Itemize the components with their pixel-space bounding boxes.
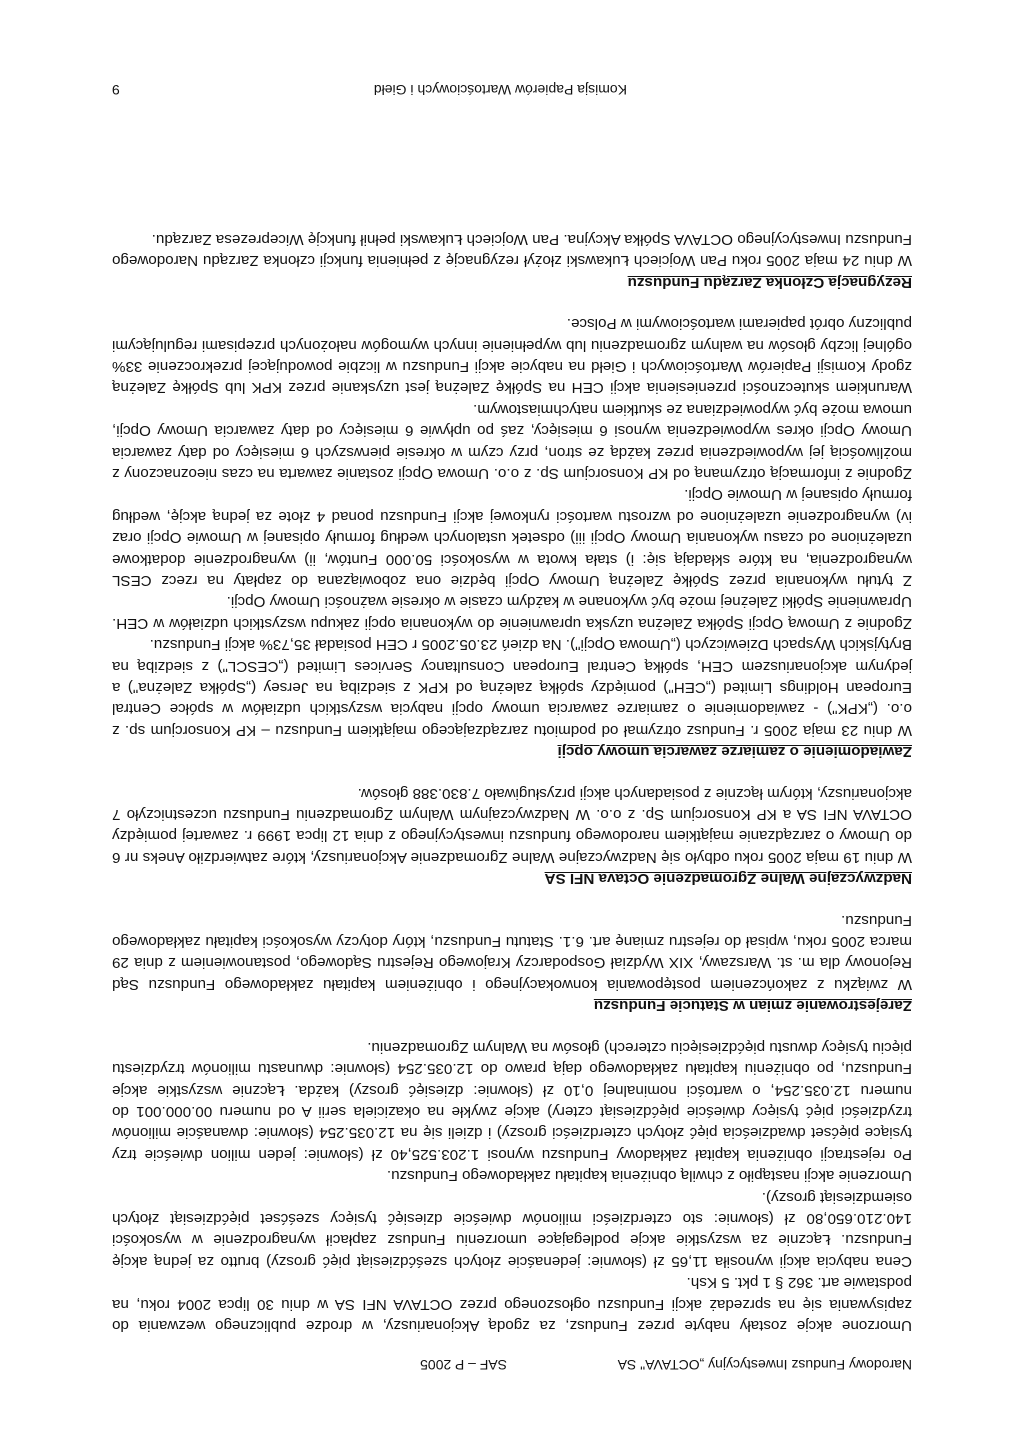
header-company: Narodowy Fundusz Inwestycyjny „OCTAVA" SA [617, 1357, 912, 1373]
paragraph: Umorzone akcje zostały nabyte przez Fundusz, za zgodą Akcjonariuszy, w drodze publicznego wezwania do zapisywania się na sprzedaż akcji Funduszu ogłoszonego przez OCTAVA NFI SA w dniu 30 lipca 2004 roku, na podstawie art. 362 § 1 pkt. 5 Ksh. [112, 1274, 912, 1334]
paragraph: Cena nabycia akcji wynosiła 11,65 zł (słownie: jedenaście złotych sześćdziesiąt pięć groszy) brutto za jedną akcję Funduszu. Łącznie za wszystkie akcje podlegające umorzeniu Fundusz zapłacił wynagrodzenie w wysokości 140.210.650,80 zł (słownie: sto czterdzieści milionów dwieście dziesięć tysięcy sześćset pięćdziesiąt złotych osiemdziesiąt groszy). [112, 1188, 912, 1270]
paragraph: W związku z zakończeniem postępowania konwokacyjnego i obniżeniem kapitału zakładowego Funduszu Sąd Rejonowy dla m. st. Warszawy, XIX Wydział Gospodarczy Krajowego Rejestru Sądowego, postanowieniem z dnia 29 marca 2005 roku, wpisał do rejestru zmianę art. 6.1. Statutu Funduszu, który dotyczy wysokości kapitału zakładowego Funduszu. [112, 911, 912, 993]
paragraph: Umorzenie akcji nastąpiło z chwilą obniżenia kapitału zakładowego Funduszu. [386, 1167, 912, 1185]
page-footer [112, 76, 912, 98]
section-heading: Rezygnacja Członka Zarządu Funduszu [627, 273, 912, 291]
section-heading: Nadzwyczajne Walne Zgromadzenie Octava NFI SA [544, 870, 912, 888]
header-report-code: SAF – P 2005 [420, 1357, 507, 1373]
section-heading: Zarejestrowanie zmian w Statucie Funduszu [593, 997, 912, 1015]
page-header [112, 1353, 912, 1373]
paragraph: W dniu 19 maja 2005 roku odbyło się Nadzwyczajne Walne Zgromadzenie Akcjonariuszy, które zatwierdziło Aneks nr 6 do Umowy o zarządzanie majątkiem narodowego funduszu inwestycyjnego z dnia 12 lipca 1999 r. zawartej pomiędzy OCTAVA NFI SA a KP Konsorcjum Sp. z o.o. W Nadzwyczajnym Walnym Zgromadzeniu Funduszu uczestniczyło 7 akcjonariuszy, którym łącznie z posiadanych akcji przysługiwało 7.830.388 głosów. [112, 784, 912, 866]
paragraph: W dniu 23 maja 2005 r. Fundusz otrzymał od podmiotu zarządzającego majątkiem Funduszu – KP Konsorcjum sp. z o.o. („KPK") - zawiadomienie o zamiarze zawarcia umowy opcji nabycia wszystkich udziałów w spółce Central European Holdings Limited („CEH") pomiędzy spółką zależną od KPK z siedzibą na Jersey („Spółka Zależna") a jedynym akcjonariuszem CEH, spółką Central European Consultancy Services Limited („CESCL") z siedzibą na Brytyjskich Wyspach Dziewiczych („Umowa Opcji"). Na dzień 23.05.2005 r CEH posiadał 35,73% akcji Funduszu. [112, 636, 912, 739]
paragraph: W dniu 24 maja 2005 roku Pan Wojciech Łukawski złożył rezygnację z pełnienia funkcji członka Zarządu Narodowego Funduszu Inwestycyjnego OCTAVA Spółka Akcyjna. Pan Wojciech Łukawski pełnił funkcję Wiceprezesa Zarządu. [112, 230, 912, 270]
paragraph: Po rejestracji obniżenia kapitał zakładowy Funduszu wynosi 1.203.525,40 zł (słownie: jeden milion dwieście trzy tysiące pięćset dwadzieścia pięć złotych czterdzieści groszy) i dzieli się na 12.035.254 (słownie: dwanaście milionów trzydzieści pięć tysięcy dwieście pięćdziesiąt cztery) akcje zwykłe na okaziciela serii A od numeru 00.000.001 do numeru 12.035.254, o wartości nominalnej 0,10 zł (słownie: dziesięć groszy) każda. Łącznie wszystkie akcje Funduszu, po obniżeniu kapitału zakładowego dają prawo do 12.035.254 (słownie: dwunastu milionów trzydziestu pięciu tysięcy dwustu pięćdziesięciu czterech) głosów na Walnym Zgromadzeniu. [112, 1038, 912, 1163]
footer-institution: Komisja Papierów Wartościowych i Giełd [373, 82, 627, 98]
paragraph: Warunkiem skuteczności przeniesienia akcji CEH na Spółkę Zależną jest uzyskanie przez KPK lub Spółkę Zależną zgody Komisji Papierów Wartościowych i Giełd na nabycie akcji Funduszu w liczbie powodującej przekroczenie 33% ogólnej liczby głosów na walnym zgromadzeniu lub wypełnienie innych wymogów nałożonych przepisami regulującymi publiczny obrót papierami wartościowymi w Polsce. [112, 315, 912, 397]
page-number: 9 [112, 82, 120, 98]
paragraph: Z tytułu wykonania przez Spółkę Zależną Umowy Opcji będzie ona zobowiązana do zapłaty na rzecz CESL wynagrodzenia, na które składają się: i) stała kwota w wysokości 50.000 Funtów, ii) wynagrodzenie dodatkowe uzależnione od czasu wykonania Umowy Opcji iii) odsetek ustalonych według formuły opisanej w Umowie Opcji oraz iv) wynagrodzenie uzależnione od wzrostu wartości rynkowej akcji Funduszu ponad 4 złote za jedną akcję, według formuły opisanej w Umowie Opcji. [112, 486, 912, 589]
document-body [112, 229, 912, 1337]
section-heading: Zawiadomienie o zamiarze zawarcia umowy opcji [557, 743, 912, 761]
paragraph: Zgodnie z informacją otrzymaną od KP Konsorcjum Sp. z o.o. Umowa Opcji zostanie zawarta na czas nieoznaczony z możliwością jej wypowiedzenia przez każdą ze stron, przy czym w okresie pierwszych 6 miesięcy od daty zawarcia Umowy Opcji okres wypowiedzenia wynosi 6 miesięcy, zaś po upływie 6 miesięcy od daty zawarcia Umowy Opcji, umowa może być wypowiedziana ze skutkiem natychmiastowym. [112, 400, 912, 482]
paragraph: Zgodnie z Umową Opcji Spółka Zależna uzyska uprawnienie do wykonania opcji zakupu wszystkich udziałów w CEH. Uprawnienie Spółki Zależnej może być wykonane w każdym czasie w okresie ważności Umowy Opcji. [112, 593, 912, 632]
